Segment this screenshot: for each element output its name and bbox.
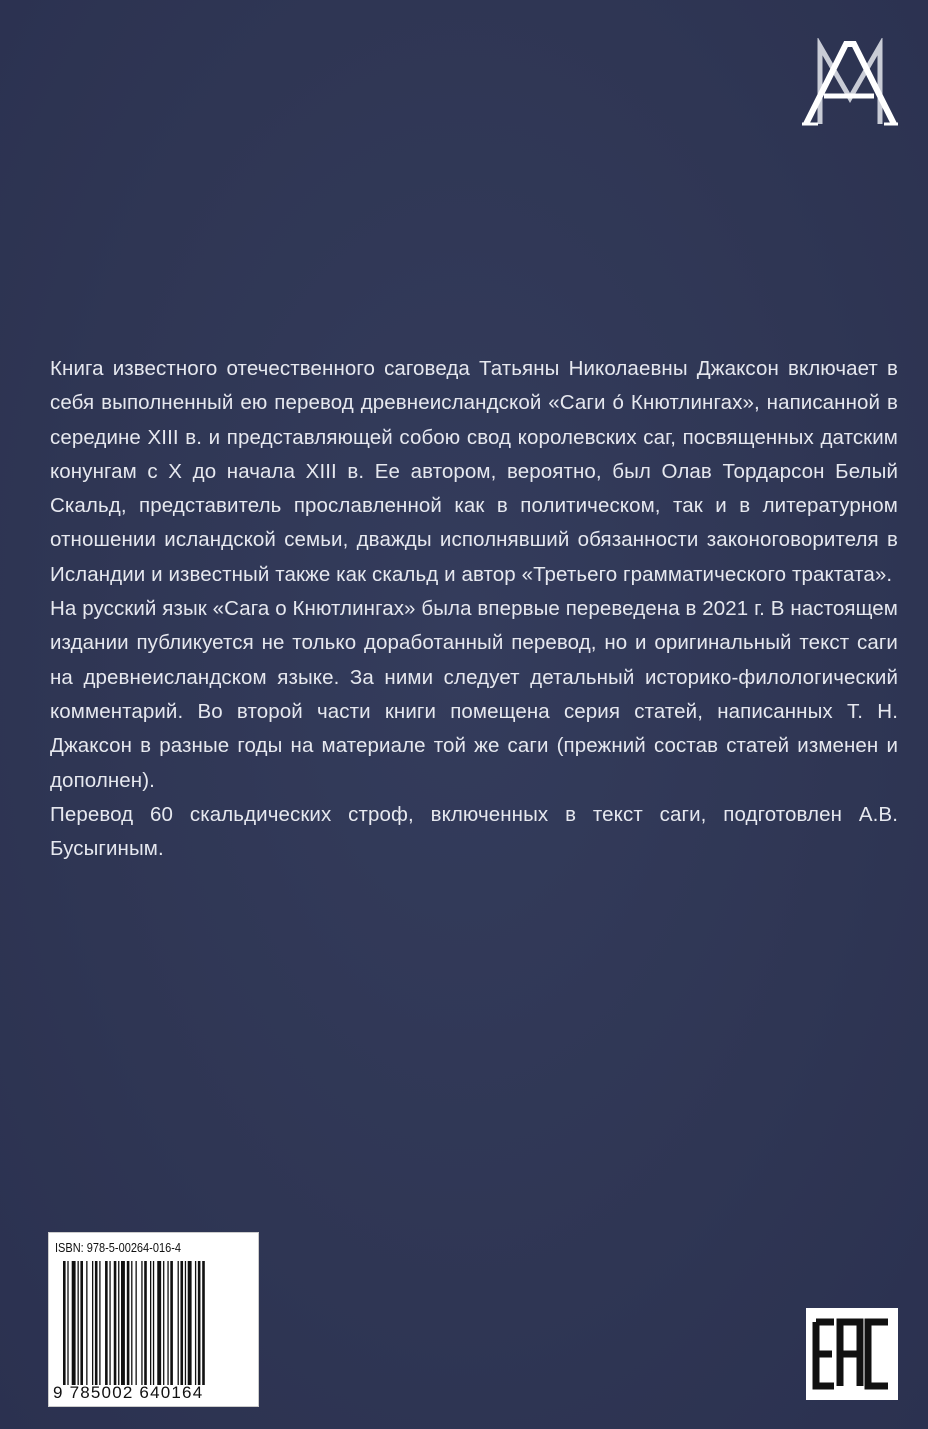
barcode-number: 9 785002 640164 [53, 1383, 204, 1402]
publisher-logo [800, 38, 900, 130]
isbn-barcode [48, 1232, 259, 1407]
barcode-bars [61, 1261, 251, 1385]
paragraph: На русский язык «Сага о Кнютлингах» была впервые переведена в 2021 г. В настоящем издании публикуется не только доработанный перевод, но и оригинальный текст саги на древнеисландском языке. За ними следует детальный историко-филологический комментарий. Во второй части книги помещена серия статей, написанных Т. Н. Джаксон в разные годы на материале той же саги (прежний состав статей изменен и дополнен). [50, 597, 898, 792]
paragraph: Книга известного отечественного саговеда Татьяны Николаевны Джаксон включает в себя выполненный ею перевод древнеисландской «Саги о́ Кнютлингах», написанной в середине XIII в. и представляющей собою свод королевских саг, посвященных датским конунгам с X до начала XIII в. Ее автором, вероятно, был Олав Тордарсон Белый Скальд, представитель прославленной как в политическом, так и в литературном отношении исландской семьи, дважды исполнявший обязанности законоговорителя в Исландии и известный также как скальд и автор «Третьего грамматического трактата». [50, 357, 898, 586]
eac-mark-icon [806, 1308, 898, 1400]
annotation-text [50, 352, 898, 866]
paragraph: Перевод 60 скальдических строф, включенных в текст саги, подготовлен А.В. Бусыгиным. [50, 802, 898, 861]
isbn-label: ISBN: 978-5-00264-016-4 [55, 1241, 181, 1255]
